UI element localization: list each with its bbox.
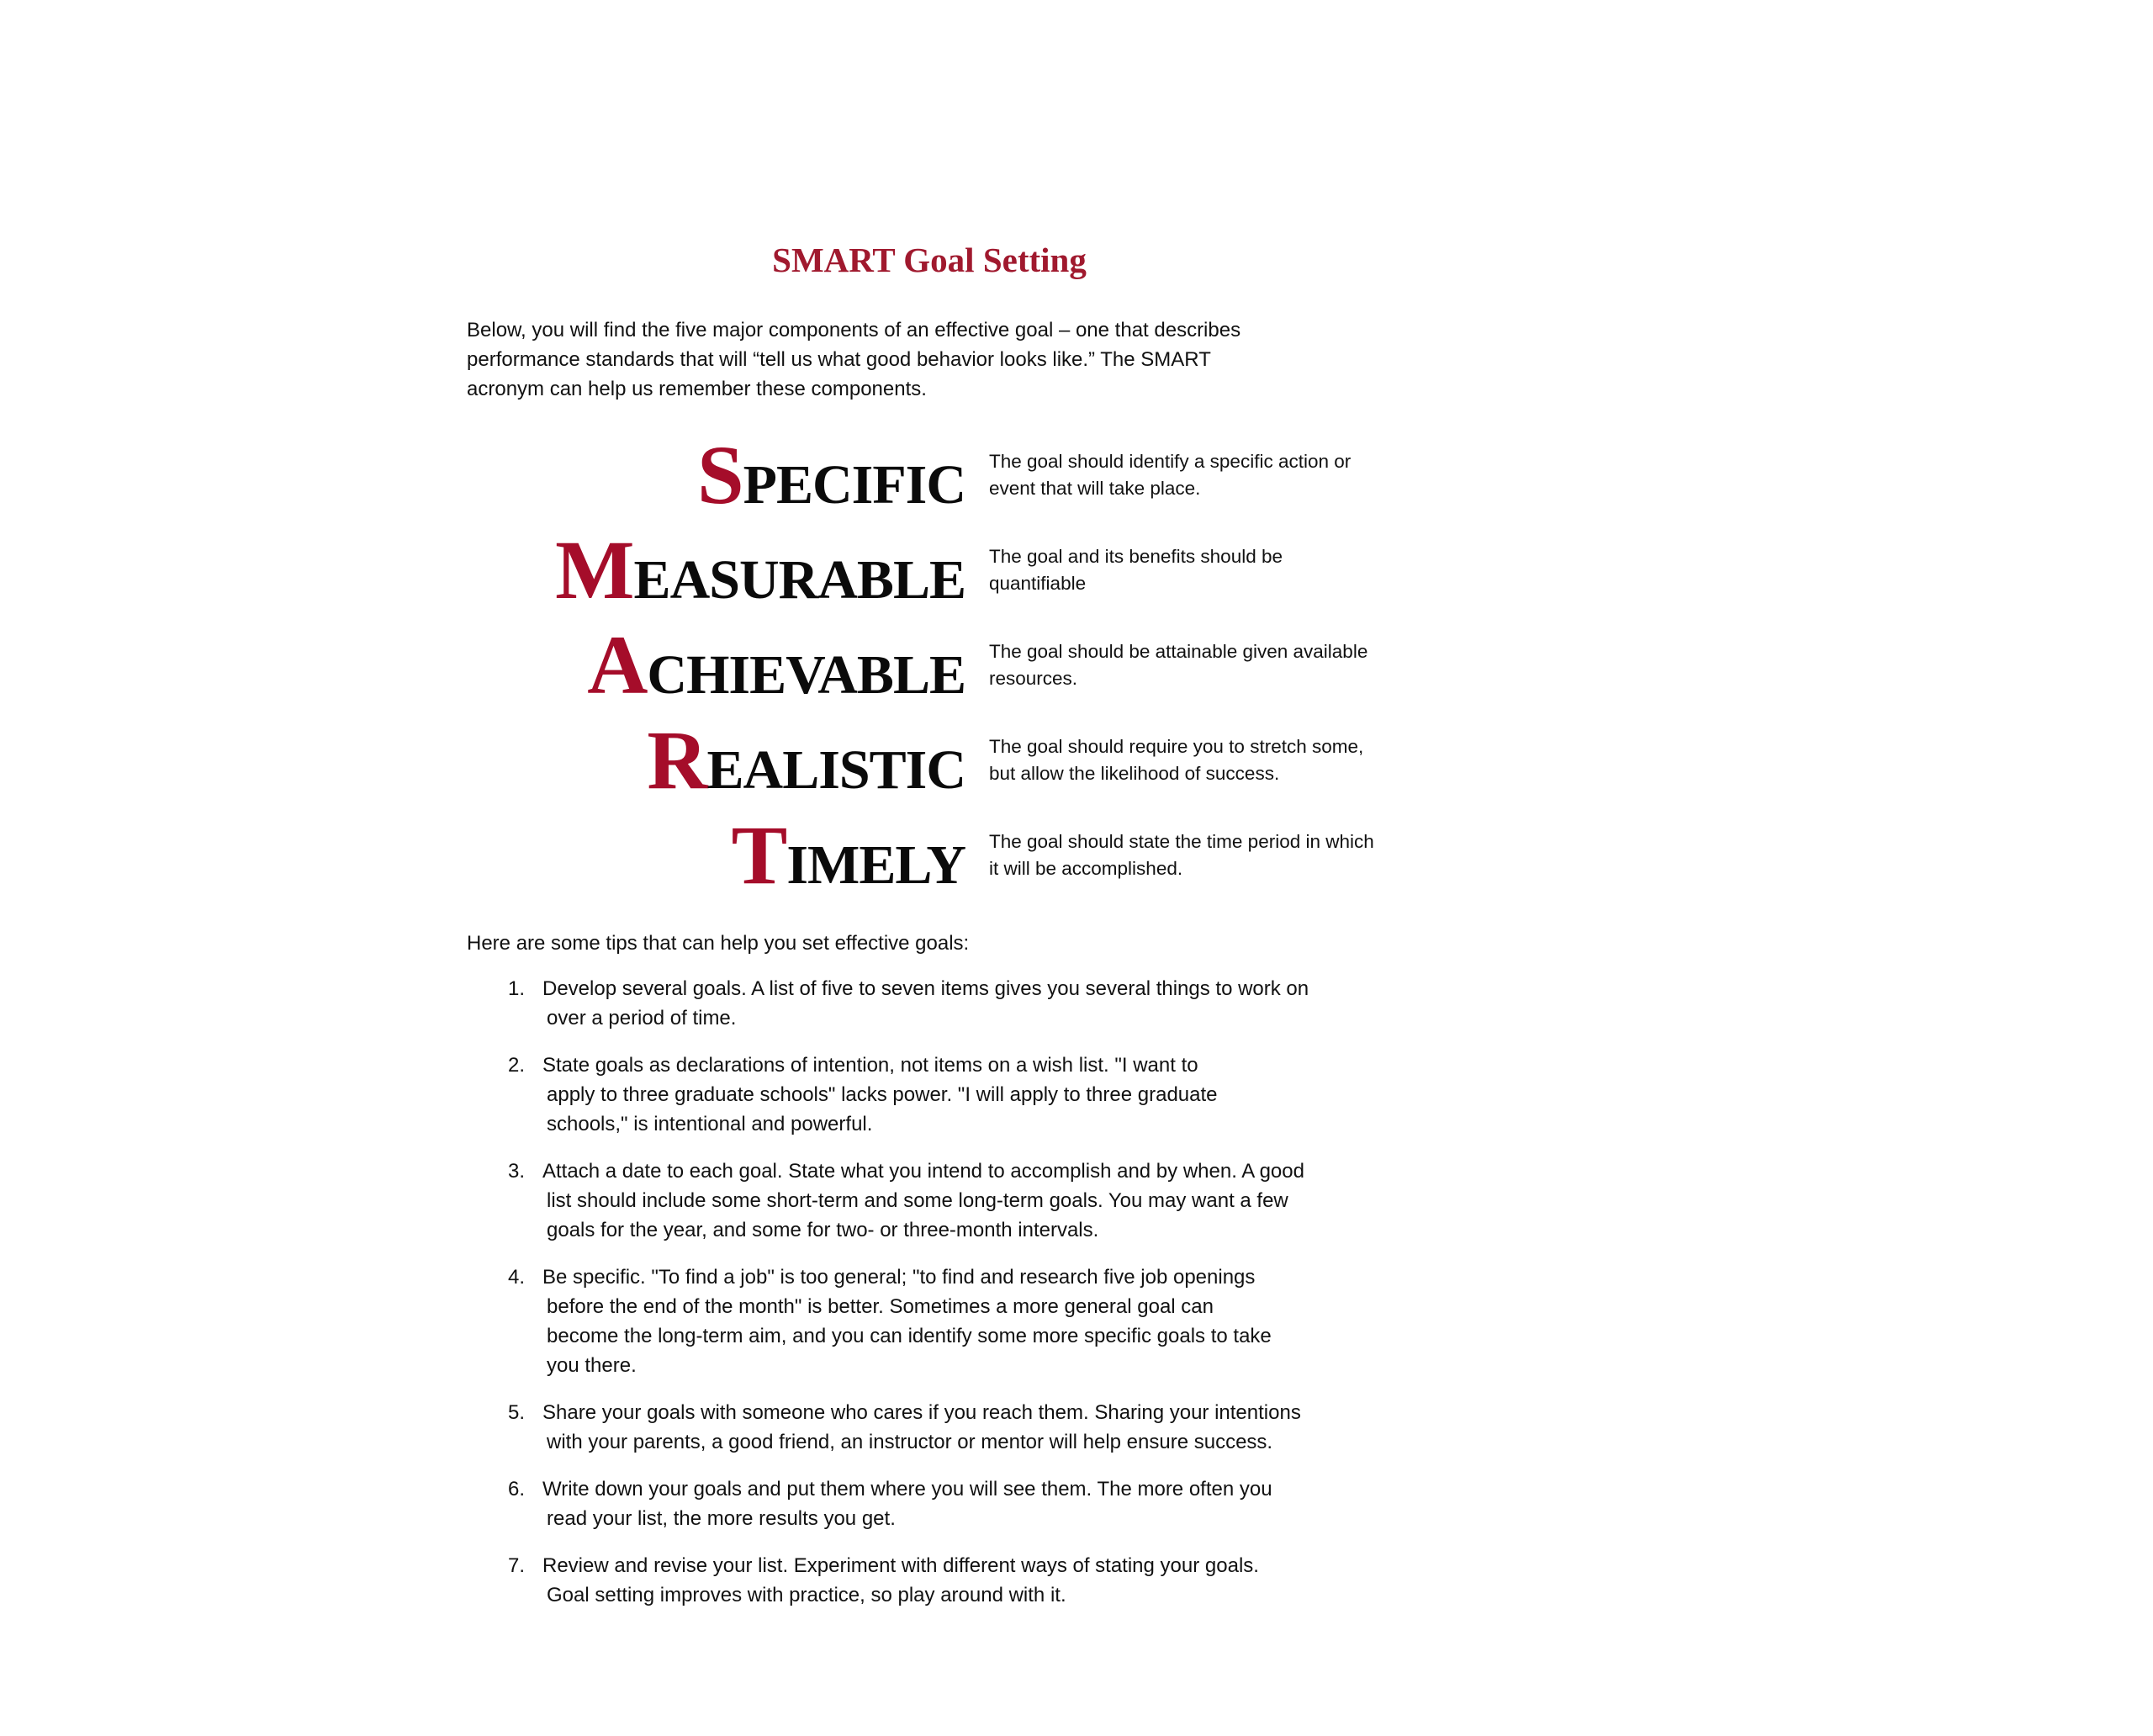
smart-row-achievable — [467, 618, 1434, 712]
tip-line: Review and revise your list. Experiment with different ways of stating your goals. — [542, 1554, 1259, 1577]
smart-word-specific — [697, 428, 965, 521]
description-line: The goal should require you to stretch some, — [989, 736, 1364, 757]
description-line: The goal should identify a specific action or — [989, 451, 1352, 472]
smart-word-rest: EALISTIC — [706, 739, 965, 801]
tip-line: apply to three graduate schools" lacks power. "I will apply to three graduate — [547, 1083, 1218, 1106]
smart-letter: R — [647, 713, 707, 807]
description-line: resources. — [989, 668, 1078, 689]
intro-line: Below, you will find the five major components of an effective goal – one that describes — [467, 319, 1241, 341]
tip-line: Be specific. "To find a job" is too general; "to find and research five job openings — [542, 1266, 1256, 1289]
smart-description — [989, 828, 1426, 882]
smart-letter: S — [697, 428, 743, 521]
smart-row-timely — [467, 808, 1434, 902]
tip-line: over a period of time. — [547, 1007, 737, 1029]
tip-text — [542, 1262, 1272, 1380]
tip-line: read your list, the more results you get. — [547, 1507, 896, 1530]
description-line: event that will take place. — [989, 478, 1201, 499]
tip-text — [542, 974, 1309, 1033]
smart-word-realistic — [647, 713, 965, 807]
smart-word-rest: IMELY — [786, 834, 965, 896]
smart-row-measurable — [467, 523, 1434, 617]
tip-number: 2. — [508, 1054, 526, 1077]
tip-number: 1. — [508, 977, 526, 1000]
tip-line: list should include some short-term and some long-term goals. You may want a few — [547, 1189, 1288, 1212]
description-line: The goal should state the time period in which — [989, 831, 1374, 852]
tip-number: 5. — [508, 1401, 526, 1424]
smart-row-realistic — [467, 713, 1434, 807]
tip-line: Goal setting improves with practice, so play around with it. — [547, 1584, 1066, 1606]
tip-line: you there. — [547, 1354, 637, 1377]
smart-description — [989, 638, 1426, 692]
tip-line: schools," is intentional and powerful. — [547, 1113, 873, 1135]
intro-line: acronym can help us remember these components. — [467, 378, 927, 400]
smart-word-achievable — [587, 618, 965, 712]
tip-text — [542, 1156, 1304, 1245]
description-line: but allow the likelihood of success. — [989, 763, 1280, 784]
tip-text — [542, 1051, 1218, 1139]
smart-letter: M — [555, 523, 634, 617]
description-line: quantifiable — [989, 573, 1087, 594]
tip-number: 4. — [508, 1266, 526, 1289]
tip-number: 6. — [508, 1478, 526, 1500]
description-line: The goal should be attainable given available — [989, 641, 1368, 662]
tip-line: Share your goals with someone who cares if you reach them. Sharing your intentions — [542, 1401, 1301, 1424]
tip-line: Write down your goals and put them where you will see them. The more often you — [542, 1478, 1272, 1500]
tip-line: become the long-term aim, and you can identify some more specific goals to take — [547, 1325, 1272, 1347]
description-line: it will be accomplished. — [989, 858, 1183, 879]
tips-heading: Here are some tips that can help you set effective goals: — [467, 932, 970, 955]
tip-line: before the end of the month" is better. Sometimes a more general goal can — [547, 1295, 1214, 1318]
smart-word-rest: CHIEVABLE — [647, 644, 965, 706]
tip-line: Develop several goals. A list of five to seven items gives you several things to work on — [542, 977, 1309, 1000]
tip-number: 7. — [508, 1554, 526, 1577]
tip-line: goals for the year, and some for two- or three-month intervals. — [547, 1219, 1099, 1241]
smart-word-timely — [731, 808, 965, 902]
smart-description — [989, 543, 1426, 597]
tip-number: 3. — [508, 1160, 526, 1183]
smart-letter: T — [731, 808, 787, 902]
tip-line: with your parents, a good friend, an instructor or mentor will help ensure success. — [547, 1431, 1273, 1453]
tip-text — [542, 1474, 1272, 1533]
smart-letter: A — [587, 618, 648, 712]
intro-line: performance standards that will “tell us what good behavior looks like.” The SMART — [467, 348, 1211, 371]
smart-word-measurable — [555, 523, 965, 617]
intro-paragraph — [467, 315, 1358, 404]
smart-description — [989, 733, 1426, 787]
tip-line: Attach a date to each goal. State what you intend to accomplish and by when. A good — [542, 1160, 1304, 1183]
smart-row-specific — [467, 428, 1434, 521]
page-title: SMART Goal Setting — [772, 241, 1087, 279]
smart-word-rest: EASURABLE — [633, 549, 965, 611]
smart-description — [989, 448, 1426, 502]
smart-word-rest: PECIFIC — [743, 454, 965, 516]
description-line: The goal and its benefits should be — [989, 546, 1283, 567]
tip-text — [542, 1551, 1259, 1610]
tip-line: State goals as declarations of intention, not items on a wish list. "I want to — [542, 1054, 1198, 1077]
tip-text — [542, 1398, 1301, 1457]
